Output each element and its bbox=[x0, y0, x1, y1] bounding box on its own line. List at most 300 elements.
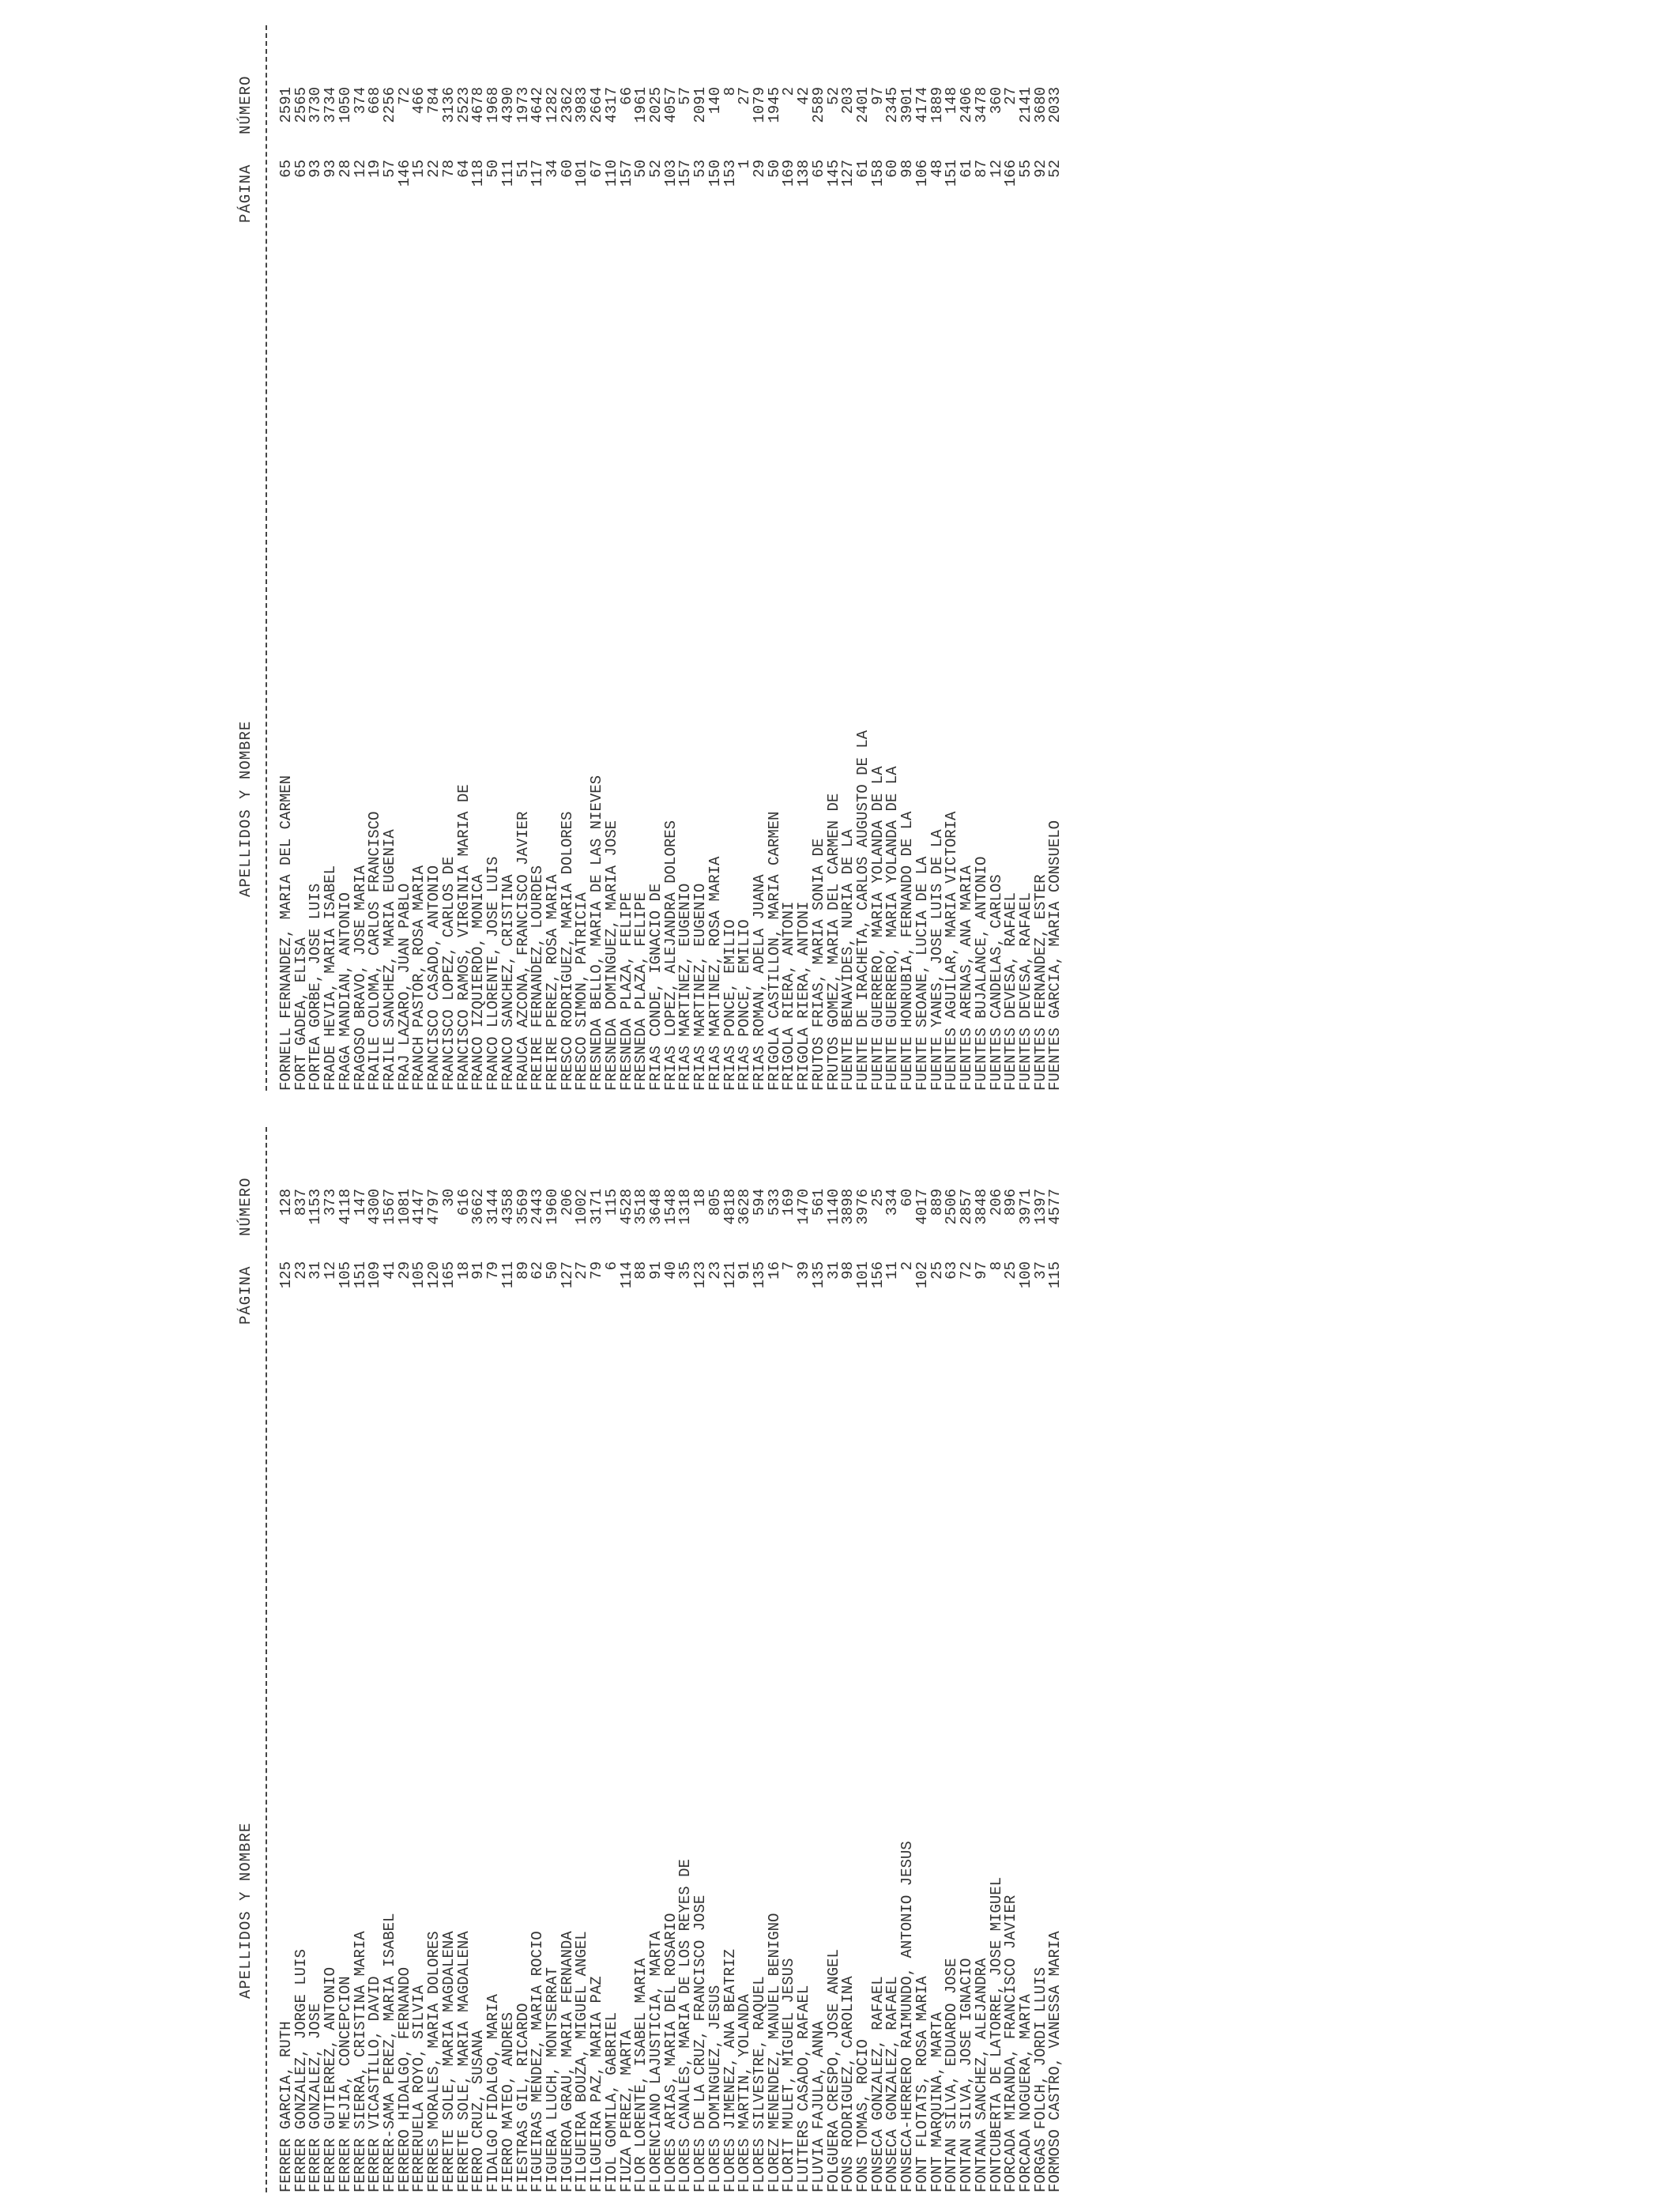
header-page: PÁGINA bbox=[237, 164, 254, 223]
entry-page: 63 bbox=[943, 1261, 961, 1280]
list-item bbox=[382, 17, 397, 1091]
entry-name: FUENTES ARENAS, ANA MARIA bbox=[958, 865, 976, 1091]
entry-page: 111 bbox=[499, 1261, 517, 1289]
entry-page: 25 bbox=[1002, 1261, 1020, 1280]
entry-page: 34 bbox=[543, 160, 561, 178]
list-item bbox=[279, 17, 294, 1091]
entry-name: FUENTE GUERRERO, MARIA YOLANDA DE LA bbox=[868, 766, 887, 1091]
entry-number: 4642 bbox=[529, 87, 547, 123]
entry-name: FERRER GUTIERREZ, ANTONIO bbox=[322, 1966, 340, 2192]
entry-name: FRAILE COLOMA, CARLOS FRANCISCO bbox=[366, 811, 384, 1091]
entry-name: FRIAS PONCE, EMILIO bbox=[721, 919, 739, 1091]
entry-page: 100 bbox=[1016, 1261, 1034, 1289]
list-item bbox=[708, 1119, 723, 2192]
entry-page: 18 bbox=[454, 1261, 473, 1280]
entry-number: 4017 bbox=[913, 1189, 931, 1225]
list-item bbox=[708, 17, 723, 1091]
entry-page: 52 bbox=[1046, 160, 1064, 178]
list-item bbox=[915, 1119, 930, 2192]
entry-number: 52 bbox=[824, 87, 842, 105]
header-divider bbox=[266, 25, 267, 1091]
entry-page: 118 bbox=[469, 160, 488, 187]
entry-name: FRESCO SIMON, PATRICIA bbox=[573, 892, 591, 1091]
entry-name: FRIAS CONDE, IGNACIO DE bbox=[646, 883, 665, 1091]
entry-number: 1548 bbox=[661, 1189, 680, 1225]
entry-number: 3144 bbox=[484, 1189, 503, 1225]
entry-name: FILGUEIRA BOUZA, MIGUEL ANGEL bbox=[573, 1931, 591, 2192]
entry-name: FRIGOLA RIERA, ANTONI bbox=[795, 901, 813, 1091]
entry-page: 123 bbox=[691, 1261, 710, 1289]
list-item bbox=[338, 1119, 353, 2192]
entry-page: 27 bbox=[573, 1261, 591, 1280]
entry-page: 105 bbox=[410, 1261, 428, 1289]
entry-number: 140 bbox=[706, 87, 724, 115]
header-number: NÚMERO bbox=[237, 1177, 254, 1236]
entry-name: FIDALGO FIDALGO, MARIA bbox=[484, 1994, 503, 2192]
entry-page: 67 bbox=[588, 160, 606, 178]
entry-name: FONTANA SANCHEZ, ALEJANDRA bbox=[972, 1958, 990, 2192]
entry-name: FUENTE DE IRACHETA, CARLOS AUGUSTO DE LA bbox=[854, 729, 872, 1091]
list-item bbox=[1048, 1119, 1063, 2192]
entry-name: FLORES DOMINGUEZ, JESUS bbox=[706, 1985, 724, 2192]
entry-number: 889 bbox=[928, 1189, 946, 1216]
entry-name: FLOR LORENTE, ISABEL MARIA bbox=[632, 1958, 650, 2192]
entry-name: FRANCO LLORENTE, JOSE LUIS bbox=[484, 856, 503, 1091]
entry-name: FUENTE HONRUBIA, FERNANDO DE LA bbox=[898, 811, 917, 1091]
list-item bbox=[486, 1119, 501, 2192]
entry-name: FORCADA NOGUERA, MARTA bbox=[1016, 1994, 1034, 2192]
entry-name: FONTAN SILVA, JOSE IGNACIO bbox=[958, 1958, 976, 2192]
entry-page: 101 bbox=[854, 1261, 872, 1289]
entry-name: FLUVIA FAJULA, ANNA bbox=[809, 2021, 827, 2192]
entry-number: 4057 bbox=[661, 87, 680, 123]
entry-number: 3478 bbox=[972, 87, 990, 123]
entry-number: 374 bbox=[351, 87, 369, 115]
entry-number: 4390 bbox=[499, 87, 517, 123]
list-item bbox=[486, 17, 501, 1091]
entry-page: 110 bbox=[602, 160, 620, 187]
list-item bbox=[646, 17, 665, 1091]
entry-number: 1282 bbox=[543, 87, 561, 123]
list-item bbox=[439, 17, 458, 1091]
entry-name: FRIGOLA CASTILLON, MARIA CARMEN bbox=[765, 811, 783, 1091]
entry-number: 4300 bbox=[366, 1189, 384, 1225]
entry-name: FRESNEDA PLAZA, FELIPE bbox=[632, 892, 650, 1091]
entry-number: 147 bbox=[351, 1189, 369, 1216]
entry-page: 25 bbox=[928, 1261, 946, 1280]
entry-name: FONT MARQUINA, MARTA bbox=[928, 2011, 946, 2192]
entry-name: FRANCH PASTOR, ROSA MARIA bbox=[410, 865, 428, 1091]
entry-number: 3901 bbox=[898, 87, 917, 123]
entry-name: FLORES JIMENEZ, ANA BEATRIZ bbox=[721, 1949, 739, 2192]
entry-page: 11 bbox=[883, 1261, 902, 1280]
entry-page: 7 bbox=[780, 1261, 798, 1271]
entry-number: 2091 bbox=[691, 87, 710, 123]
entry-name: FUENTES DEVESA, RAFAEL bbox=[1002, 892, 1020, 1091]
list-item bbox=[915, 17, 930, 1091]
entry-page: 40 bbox=[661, 1261, 680, 1280]
entry-number: 2256 bbox=[381, 87, 399, 123]
entry-number: 4358 bbox=[499, 1189, 517, 1225]
entry-name: FRANCO IZQUIERDO, MONICA bbox=[469, 874, 488, 1091]
entry-page: 62 bbox=[529, 1261, 547, 1280]
entry-name: FORTEA GORBE, JOSE LUIS bbox=[307, 883, 325, 1091]
entry-page: 114 bbox=[617, 1261, 635, 1289]
entry-page: 111 bbox=[499, 160, 517, 187]
entry-page: 60 bbox=[558, 160, 576, 178]
entry-name: FREIRE FERNANDEZ, LOURDES bbox=[529, 865, 547, 1091]
entry-number: 2 bbox=[780, 87, 798, 96]
entry-page: 65 bbox=[809, 160, 827, 178]
entry-page: 78 bbox=[439, 160, 458, 178]
entry-name: FLORES CANALES, MARIA DE LOS REYES DE bbox=[676, 1859, 695, 2192]
entry-page: 98 bbox=[839, 1261, 857, 1280]
list-item bbox=[856, 17, 871, 1091]
list-item bbox=[279, 1119, 294, 2192]
entry-page: 50 bbox=[484, 160, 503, 178]
entry-number: 2664 bbox=[588, 87, 606, 123]
entry-number: 2025 bbox=[646, 87, 665, 123]
entry-number: 3648 bbox=[646, 1189, 665, 1225]
entry-name: FLORES MARTIN, YOLANDA bbox=[736, 1994, 754, 2192]
entry-name: FERRETE SOLE, MARIA MAGDALENA bbox=[439, 1931, 458, 2192]
entry-name: FERRO CRUZ, SUSANA bbox=[469, 2030, 488, 2192]
entry-number: 206 bbox=[558, 1189, 576, 1216]
entry-name: FLORENCIANO LAJUSTICIA, MARTA bbox=[646, 1931, 665, 2192]
entry-number: 1397 bbox=[1031, 1189, 1049, 1225]
entry-page: 156 bbox=[868, 1261, 887, 1289]
entry-name: FRAGA MANDIAN, ANTONIO bbox=[336, 892, 354, 1091]
entry-number: 4577 bbox=[1046, 1189, 1064, 1225]
entry-page: 93 bbox=[322, 160, 340, 178]
entry-page: 153 bbox=[721, 160, 739, 187]
entry-number: 2857 bbox=[958, 1189, 976, 1225]
entry-name: FLORIT MULET, MIGUEL JESUS bbox=[780, 1958, 798, 2192]
entry-page: 6 bbox=[602, 1261, 620, 1271]
entry-number: 42 bbox=[795, 87, 813, 105]
entry-name: FREIRE PEREZ, ROSA MARIA bbox=[543, 874, 561, 1091]
entry-number: 3680 bbox=[1031, 87, 1049, 123]
entry-page: 57 bbox=[381, 160, 399, 178]
entry-page: 41 bbox=[381, 1261, 399, 1280]
entry-number: 4147 bbox=[410, 1189, 428, 1225]
list-item bbox=[602, 17, 620, 1091]
entry-number: 1945 bbox=[765, 87, 783, 123]
entry-page: 92 bbox=[1031, 160, 1049, 178]
entry-number: 1960 bbox=[543, 1189, 561, 1225]
entry-page: 52 bbox=[646, 160, 665, 178]
entry-number: 97 bbox=[868, 87, 887, 105]
entry-name: FUENTES BUJALANCE, ANTONIO bbox=[972, 856, 990, 1091]
entry-page: 117 bbox=[529, 160, 547, 187]
entry-name: FERRES MORALES, MARIA DOLORES bbox=[425, 1931, 443, 2192]
entry-number: 1081 bbox=[395, 1189, 413, 1225]
entry-number: 1318 bbox=[676, 1189, 695, 1225]
entry-page: 1 bbox=[736, 160, 754, 169]
entry-name: FONSECA GONZALEZ, RAFAEL bbox=[868, 1976, 887, 2192]
list-item bbox=[959, 1119, 974, 2192]
entry-page: 151 bbox=[943, 160, 961, 187]
entry-name: FRAJ LAZARO, JUAN PABLO bbox=[395, 883, 413, 1091]
entry-number: 57 bbox=[676, 87, 695, 105]
entry-page: 169 bbox=[780, 160, 798, 187]
entry-page: 166 bbox=[1002, 160, 1020, 187]
entry-name: FUENTE SEOANE, LUCIA DE LA bbox=[913, 856, 931, 1091]
entry-list bbox=[279, 1119, 1063, 2192]
entry-name: FLORES SILVESTRE, RAQUEL bbox=[751, 1976, 768, 2192]
entry-number: 4818 bbox=[721, 1189, 739, 1225]
entry-page: 2 bbox=[898, 1261, 917, 1271]
entry-page: 72 bbox=[958, 1261, 976, 1280]
entry-page: 106 bbox=[913, 160, 931, 187]
entry-page: 31 bbox=[824, 1261, 842, 1280]
list-item bbox=[1016, 1119, 1034, 2192]
entry-name: FONTAN SILVA, EDUARDO JOSE bbox=[943, 1958, 961, 2192]
entry-number: 115 bbox=[602, 1189, 620, 1216]
entry-name: FILGUEIRA PAZ, MARIA PAZ bbox=[588, 1976, 606, 2192]
entry-number: 2141 bbox=[1016, 87, 1034, 123]
header-name: APELLIDOS Y NOMBRE bbox=[237, 1822, 254, 1999]
entry-page: 135 bbox=[751, 1261, 768, 1289]
entry-page: 88 bbox=[632, 1261, 650, 1280]
entry-name: FONS TOMAS, ROCIO bbox=[854, 2039, 872, 2192]
entry-page: 48 bbox=[928, 160, 946, 178]
list-item bbox=[545, 17, 560, 1091]
entry-number: 2443 bbox=[529, 1189, 547, 1225]
list-item bbox=[646, 1119, 665, 2192]
entry-number: 206 bbox=[987, 1189, 1005, 1216]
entry-name: FERRER GARCIA, RUTH bbox=[277, 2021, 295, 2192]
entry-number: 616 bbox=[454, 1189, 473, 1216]
entry-page: 50 bbox=[632, 160, 650, 178]
entry-page: 146 bbox=[395, 160, 413, 187]
entry-number: 373 bbox=[322, 1189, 340, 1216]
entry-name: FUENTES CANDELAS, CARLOS bbox=[987, 874, 1005, 1091]
entry-number: 3136 bbox=[439, 87, 458, 123]
entry-number: 1050 bbox=[336, 87, 354, 123]
entry-number: 1968 bbox=[484, 87, 503, 123]
header-page: PÁGINA bbox=[237, 1265, 254, 1325]
entry-page: 50 bbox=[765, 160, 783, 178]
entry-page: 23 bbox=[706, 1261, 724, 1280]
entry-name: FORT GADEA, ELISA bbox=[292, 937, 310, 1091]
entry-name: FUENTES FERNANDEZ, ESTER bbox=[1031, 874, 1049, 1091]
entry-name: FRAUCA AZCONA, FRANCISCO JAVIER bbox=[514, 811, 532, 1091]
entry-page: 125 bbox=[277, 1261, 295, 1289]
entry-name: FRESNEDA DOMINGUEZ, MARIA JOSE bbox=[602, 820, 620, 1091]
entry-page: 12 bbox=[987, 160, 1005, 178]
entry-name: FONSECA-HERRERO RAIMUNDO, ANTONIO JESUS bbox=[898, 1841, 917, 2192]
entry-page: 15 bbox=[410, 160, 428, 178]
entry-name: FONT FLOTATS, ROSA MARIA bbox=[913, 1976, 931, 2192]
entry-name: FERRETE SOLE, MARIA MAGDALENA bbox=[454, 1931, 473, 2192]
entry-name: FUENTES GARCIA, MARIA CONSUELO bbox=[1046, 820, 1064, 1091]
entry-page: 165 bbox=[439, 1261, 458, 1289]
entry-number: 3971 bbox=[1016, 1189, 1034, 1225]
entry-name: FRIAS MARTINEZ, EUGENIO bbox=[676, 883, 695, 1091]
entry-number: 3518 bbox=[632, 1189, 650, 1225]
list-item bbox=[959, 17, 974, 1091]
entry-number: 4174 bbox=[913, 87, 931, 123]
entry-page: 64 bbox=[454, 160, 473, 178]
entry-number: 18 bbox=[691, 1189, 710, 1207]
entry-page: 55 bbox=[1016, 160, 1034, 178]
entry-name: FIESTRAS GIL, RICARDO bbox=[514, 2003, 532, 2192]
entry-name: FRESNEDA BELLO, MARIA DE LAS NIEVES bbox=[588, 775, 606, 1091]
entry-name: FLUITERS CASADO, RAFAEL bbox=[795, 1985, 813, 2192]
entry-name: FERRER-SAMA PEREZ, MARIA ISABEL bbox=[381, 1913, 399, 2192]
entry-page: 93 bbox=[307, 160, 325, 178]
entry-number: 60 bbox=[898, 1189, 917, 1207]
entry-name: FLORES ARIAS, MARIA DEL ROSARIO bbox=[661, 1913, 680, 2192]
list-item bbox=[974, 17, 989, 1091]
entry-number: 148 bbox=[943, 87, 961, 115]
entry-number: 360 bbox=[987, 87, 1005, 115]
entry-number: 3569 bbox=[514, 1189, 532, 1225]
column-header bbox=[237, 1119, 261, 2192]
list-item bbox=[590, 1119, 605, 2192]
entry-page: 29 bbox=[395, 1261, 413, 1280]
entry-number: 1153 bbox=[307, 1189, 325, 1225]
entry-name: FRANCISCO LOPEZ, CARLOS DE bbox=[439, 856, 458, 1091]
entry-page: 39 bbox=[795, 1261, 813, 1280]
entry-number: 3628 bbox=[736, 1189, 754, 1225]
list-item bbox=[809, 17, 827, 1091]
list-item bbox=[809, 1119, 827, 2192]
list-column-right bbox=[0, 17, 1680, 1091]
entry-name: FUENTE BENAVIDES, NURIA DE LA bbox=[839, 829, 857, 1091]
entry-number: 1889 bbox=[928, 87, 946, 123]
entry-name: FIERRO MATEO, ANDRES bbox=[499, 2011, 517, 2192]
entry-number: 27 bbox=[1002, 87, 1020, 105]
entry-page: 31 bbox=[307, 1261, 325, 1280]
entry-number: 27 bbox=[736, 87, 754, 105]
list-item bbox=[590, 17, 605, 1091]
entry-number: 837 bbox=[292, 1189, 310, 1216]
entry-number: 3662 bbox=[469, 1189, 488, 1225]
entry-number: 1973 bbox=[514, 87, 532, 123]
entry-name: FRANCO SANCHEZ, CRISTINA bbox=[499, 874, 517, 1091]
entry-name: FRAGOSO BRAVO, JOSE MARIA bbox=[351, 865, 369, 1091]
entry-number: 2523 bbox=[454, 87, 473, 123]
entry-name: FRUTOS FRIAS, MARIA SONIA DE bbox=[809, 838, 827, 1091]
entry-page: 120 bbox=[425, 1261, 443, 1289]
entry-name: FORNELL FERNANDEZ, MARIA DEL CARMEN bbox=[277, 775, 295, 1091]
list-item bbox=[439, 1119, 458, 2192]
entry-name: FRESNEDA PLAZA, FELIPE bbox=[617, 892, 635, 1091]
entry-name: FIGUEIRAS MENDEZ, MARIA ROCIO bbox=[529, 1931, 547, 2192]
entry-page: 103 bbox=[661, 160, 680, 187]
entry-page: 115 bbox=[1046, 1261, 1064, 1289]
entry-page: 79 bbox=[484, 1261, 503, 1280]
entry-page: 16 bbox=[765, 1261, 783, 1280]
entry-page: 145 bbox=[824, 160, 842, 187]
list-item bbox=[501, 17, 516, 1091]
entry-name: FONTCUBERTA DE LATORRE, JOSE MIGUEL bbox=[987, 1876, 1005, 2192]
entry-name: FERRER GONZALEZ, JOSE bbox=[307, 2003, 325, 2192]
entry-number: 3898 bbox=[839, 1189, 857, 1225]
entry-page: 135 bbox=[809, 1261, 827, 1289]
entry-name: FERRER MEJIA, CONCEPCION bbox=[336, 1976, 354, 2192]
entry-page: 35 bbox=[676, 1261, 695, 1280]
list-item bbox=[1016, 17, 1034, 1091]
list-item bbox=[382, 1119, 397, 2192]
entry-name: FORCADA MIRANDA, FRANCISCO JAVIER bbox=[1002, 1894, 1020, 2192]
entry-name: FLORES DE LA CRUZ, FRANCISCO JOSE bbox=[691, 1894, 710, 2192]
entry-number: 2362 bbox=[558, 87, 576, 123]
entry-name: FOLGUERA CRESPO, JOSE ANGEL bbox=[824, 1949, 842, 2192]
entry-page: 65 bbox=[292, 160, 310, 178]
entry-number: 334 bbox=[883, 1189, 902, 1216]
entry-name: FRESCO RODRIGUEZ, MARIA DOLORES bbox=[558, 811, 576, 1091]
entry-number: 1961 bbox=[632, 87, 650, 123]
entry-name: FUENTES DEVESA, RAFAEL bbox=[1016, 892, 1034, 1091]
entry-name: FORMOSO CASTRO, VANESSA MARIA bbox=[1046, 1931, 1064, 2192]
entry-number: 72 bbox=[395, 87, 413, 105]
header-number: NÚMERO bbox=[237, 75, 254, 134]
entry-number: 561 bbox=[809, 1189, 827, 1216]
entry-number: 1470 bbox=[795, 1189, 813, 1225]
entry-page: 157 bbox=[617, 160, 635, 187]
entry-name: FLOREZ MENENDEZ, MANUEL BENIGNO bbox=[765, 1913, 783, 2192]
entry-name: FERRERO HIDALGO, FERNANDO bbox=[395, 1966, 413, 2192]
entry-page: 50 bbox=[543, 1261, 561, 1280]
list-item bbox=[752, 1119, 767, 2192]
entry-page: 97 bbox=[972, 1261, 990, 1280]
entry-name: FERRERUELA ROYO, SILVIA bbox=[410, 1985, 428, 2192]
entry-name: FRIAS MARTINEZ, ROSA MARIA bbox=[706, 856, 724, 1091]
entry-number: 30 bbox=[439, 1189, 458, 1207]
entry-number: 2565 bbox=[292, 87, 310, 123]
entry-name: FORGAS FOLCH, JORDI LLUIS bbox=[1031, 1966, 1049, 2192]
entry-number: 3730 bbox=[307, 87, 325, 123]
entry-page: 12 bbox=[322, 1261, 340, 1280]
entry-name: FUENTES AGUILAR, MARIA VICTORIA bbox=[943, 811, 961, 1091]
entry-page: 22 bbox=[425, 160, 443, 178]
entry-name: FIUZA PEREZ, MARTA bbox=[617, 2030, 635, 2192]
entry-number: 594 bbox=[751, 1189, 768, 1216]
list-item bbox=[545, 1119, 560, 2192]
entry-number: 3976 bbox=[854, 1189, 872, 1225]
entry-number: 1567 bbox=[381, 1189, 399, 1225]
entry-page: 61 bbox=[854, 160, 872, 178]
entry-page: 105 bbox=[336, 1261, 354, 1289]
entry-number: 784 bbox=[425, 87, 443, 115]
entry-page: 60 bbox=[883, 160, 902, 178]
entry-page: 37 bbox=[1031, 1261, 1049, 1280]
entry-name: FIGUERA LLUCH, MONTSERRAT bbox=[543, 1966, 561, 2192]
list-item bbox=[752, 17, 767, 1091]
entry-number: 2589 bbox=[809, 87, 827, 123]
entry-name: FUENTE YANES, JOSE LUIS DE LA bbox=[928, 829, 946, 1091]
entry-page: 127 bbox=[558, 1261, 576, 1289]
list-item bbox=[338, 17, 353, 1091]
header-name: APELLIDOS Y NOMBRE bbox=[237, 720, 254, 897]
entry-name: FERRER VICASTILLO, DAVID bbox=[366, 1976, 384, 2192]
entry-number: 1002 bbox=[573, 1189, 591, 1225]
entry-name: FIOL GOMILA, GABRIEL bbox=[602, 2011, 620, 2192]
entry-number: 3734 bbox=[322, 87, 340, 123]
entry-number: 466 bbox=[410, 87, 428, 115]
entry-number: 203 bbox=[839, 87, 857, 115]
entry-page: 158 bbox=[868, 160, 887, 187]
entry-name: FONS RODRIGUEZ, CAROLINA bbox=[839, 1976, 857, 2192]
entry-page: 101 bbox=[573, 160, 591, 187]
entry-number: 2506 bbox=[943, 1189, 961, 1225]
column-header bbox=[237, 17, 261, 1091]
entry-name: FERRER SIERRA, CRISTINA MARIA bbox=[351, 1931, 369, 2192]
entry-page: 157 bbox=[676, 160, 695, 187]
